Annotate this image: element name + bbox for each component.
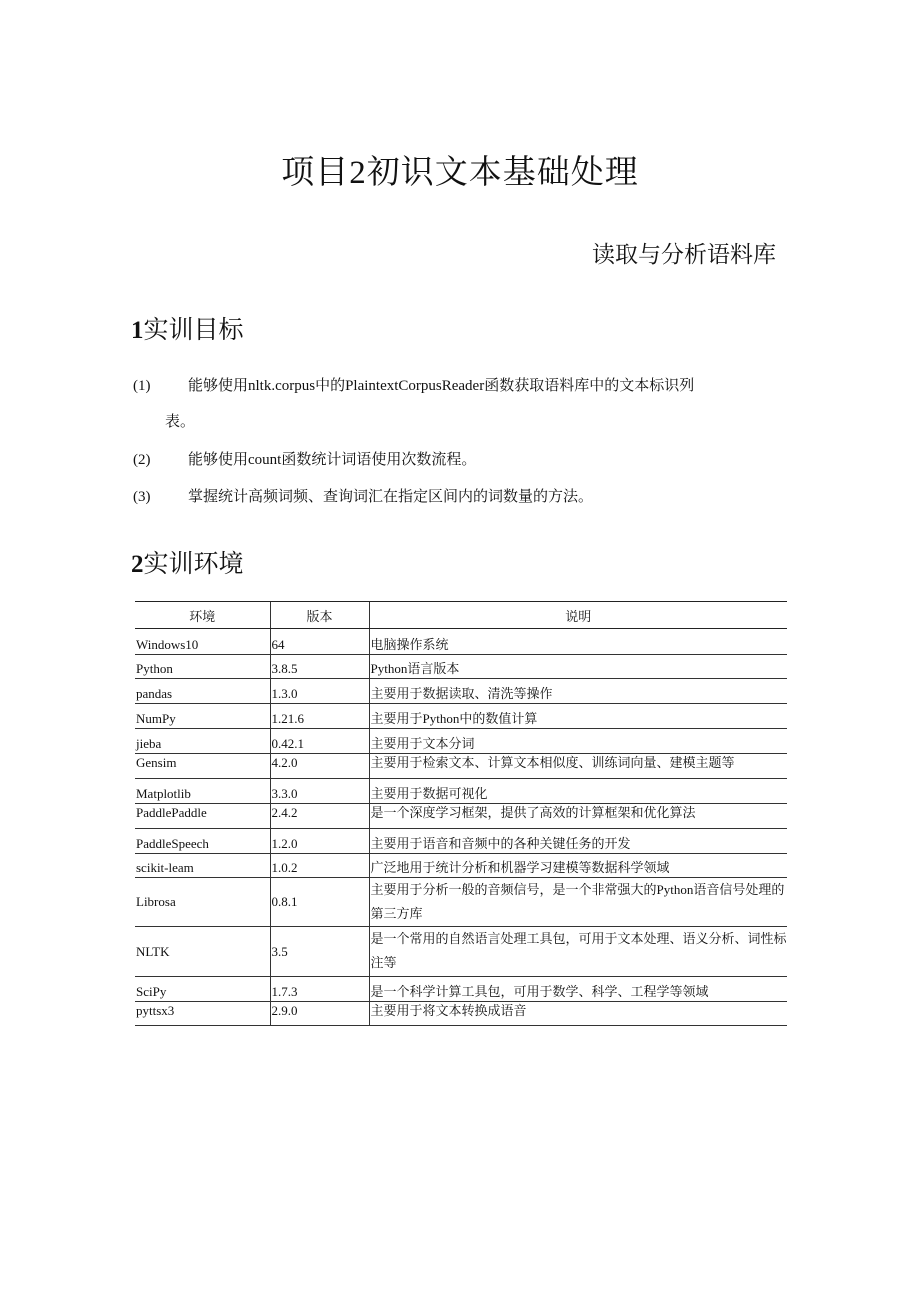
item-text: 能够使用nltk.corpus中的PlaintextCorpusReader函数获取语料库中的文本标识列	[188, 378, 695, 394]
page-title: 项目2初识文本基础处理	[281, 155, 639, 191]
cell-environment: Python	[135, 655, 270, 679]
cell-environment: pandas	[135, 679, 270, 704]
cell-version: 64	[270, 629, 369, 655]
cell-version: 2.4.2	[270, 804, 369, 829]
section-number: 1	[131, 317, 144, 344]
item-text: 能够使用count函数统计词语使用次数流程。	[188, 452, 477, 468]
section-label: 实训环境	[143, 551, 244, 578]
cell-description: 是一个科学计算工具包，可用于数学、科学、工程学等领域	[369, 977, 787, 1002]
table-row	[135, 829, 787, 854]
cell-environment: jieba	[135, 729, 270, 754]
cell-version: 1.21.6	[270, 704, 369, 729]
objective-item-1	[133, 374, 694, 395]
table-row	[135, 704, 787, 729]
objective-item-1-continuation: 表。	[165, 414, 196, 430]
cell-version: 4.2.0	[270, 754, 369, 779]
table-row	[135, 679, 787, 704]
cell-environment: Windows10	[135, 629, 270, 655]
item-number: (3)	[133, 489, 151, 505]
cell-version: 3.8.5	[270, 655, 369, 679]
cell-description: 是一个常用的自然语言处理工具包，可用于文本处理、语义分析、词性标注等	[369, 927, 787, 977]
section-heading-objectives	[131, 310, 244, 346]
header-description: 说明	[369, 602, 787, 629]
cell-description: 主要用于分析一般的音频信号，是一个非常强大的Python语音信号处理的第三方库	[369, 878, 787, 927]
cell-version: 1.7.3	[270, 977, 369, 1002]
cell-version: 2.9.0	[270, 1002, 369, 1026]
cell-environment: Gensim	[135, 754, 270, 779]
cell-version: 1.0.2	[270, 854, 369, 878]
cell-description: 是一个深度学习框架，提供了高效的计算框架和优化算法	[369, 804, 787, 829]
item-number: (2)	[133, 452, 151, 468]
cell-version: 3.3.0	[270, 779, 369, 804]
cell-environment: PaddleSpeech	[135, 829, 270, 854]
objective-item-3	[133, 485, 593, 506]
cell-description: Python语言版本	[369, 655, 787, 679]
cell-description: 主要用于数据读取、清洗等操作	[369, 679, 787, 704]
page-subtitle: 读取与分析语料库	[592, 242, 776, 267]
cell-version: 0.42.1	[270, 729, 369, 754]
section-heading-environment	[131, 544, 244, 580]
cell-environment: PaddlePaddle	[135, 804, 270, 829]
cell-environment: Matplotlib	[135, 779, 270, 804]
table-row	[135, 629, 787, 655]
cell-version: 1.3.0	[270, 679, 369, 704]
table-row	[135, 977, 787, 1002]
cell-description: 主要用于语音和音频中的各种关键任务的开发	[369, 829, 787, 854]
table-header-row	[135, 602, 787, 629]
table-row	[135, 655, 787, 679]
item-text: 掌握统计高频词频、查询词汇在指定区间内的词数量的方法。	[188, 489, 594, 505]
table-row	[135, 779, 787, 804]
cell-description: 主要用于文本分词	[369, 729, 787, 754]
cell-description: 主要用于Python中的数值计算	[369, 704, 787, 729]
cell-description: 电脑操作系统	[369, 629, 787, 655]
cell-environment: NumPy	[135, 704, 270, 729]
table-row	[135, 927, 787, 977]
table-row	[135, 854, 787, 878]
cell-environment: scikit-leam	[135, 854, 270, 878]
header-version: 版本	[270, 602, 369, 629]
cell-version: 0.8.1	[270, 878, 369, 927]
section-number: 2	[131, 551, 144, 578]
cell-environment: NLTK	[135, 927, 270, 977]
cell-environment: Librosa	[135, 878, 270, 927]
table-row	[135, 754, 787, 779]
table-row	[135, 804, 787, 829]
table-row	[135, 729, 787, 754]
table-row	[135, 878, 787, 927]
cell-environment: pyttsx3	[135, 1002, 270, 1026]
cell-description: 主要用于将文本转换成语音	[369, 1002, 787, 1026]
table-row	[135, 1002, 787, 1026]
section-label: 实训目标	[143, 317, 244, 344]
cell-description: 主要用于数据可视化	[369, 779, 787, 804]
cell-description: 广泛地用于统计分析和机器学习建模等数据科学领域	[369, 854, 787, 878]
cell-environment: SciPy	[135, 977, 270, 1002]
objective-item-2	[133, 448, 476, 469]
cell-version: 3.5	[270, 927, 369, 977]
environment-table	[135, 601, 787, 1026]
header-environment: 环境	[135, 602, 270, 629]
item-number: (1)	[133, 378, 151, 394]
cell-description: 主要用于检索文本、计算文本相似度、训练词向量、建模主题等	[369, 754, 787, 779]
cell-version: 1.2.0	[270, 829, 369, 854]
